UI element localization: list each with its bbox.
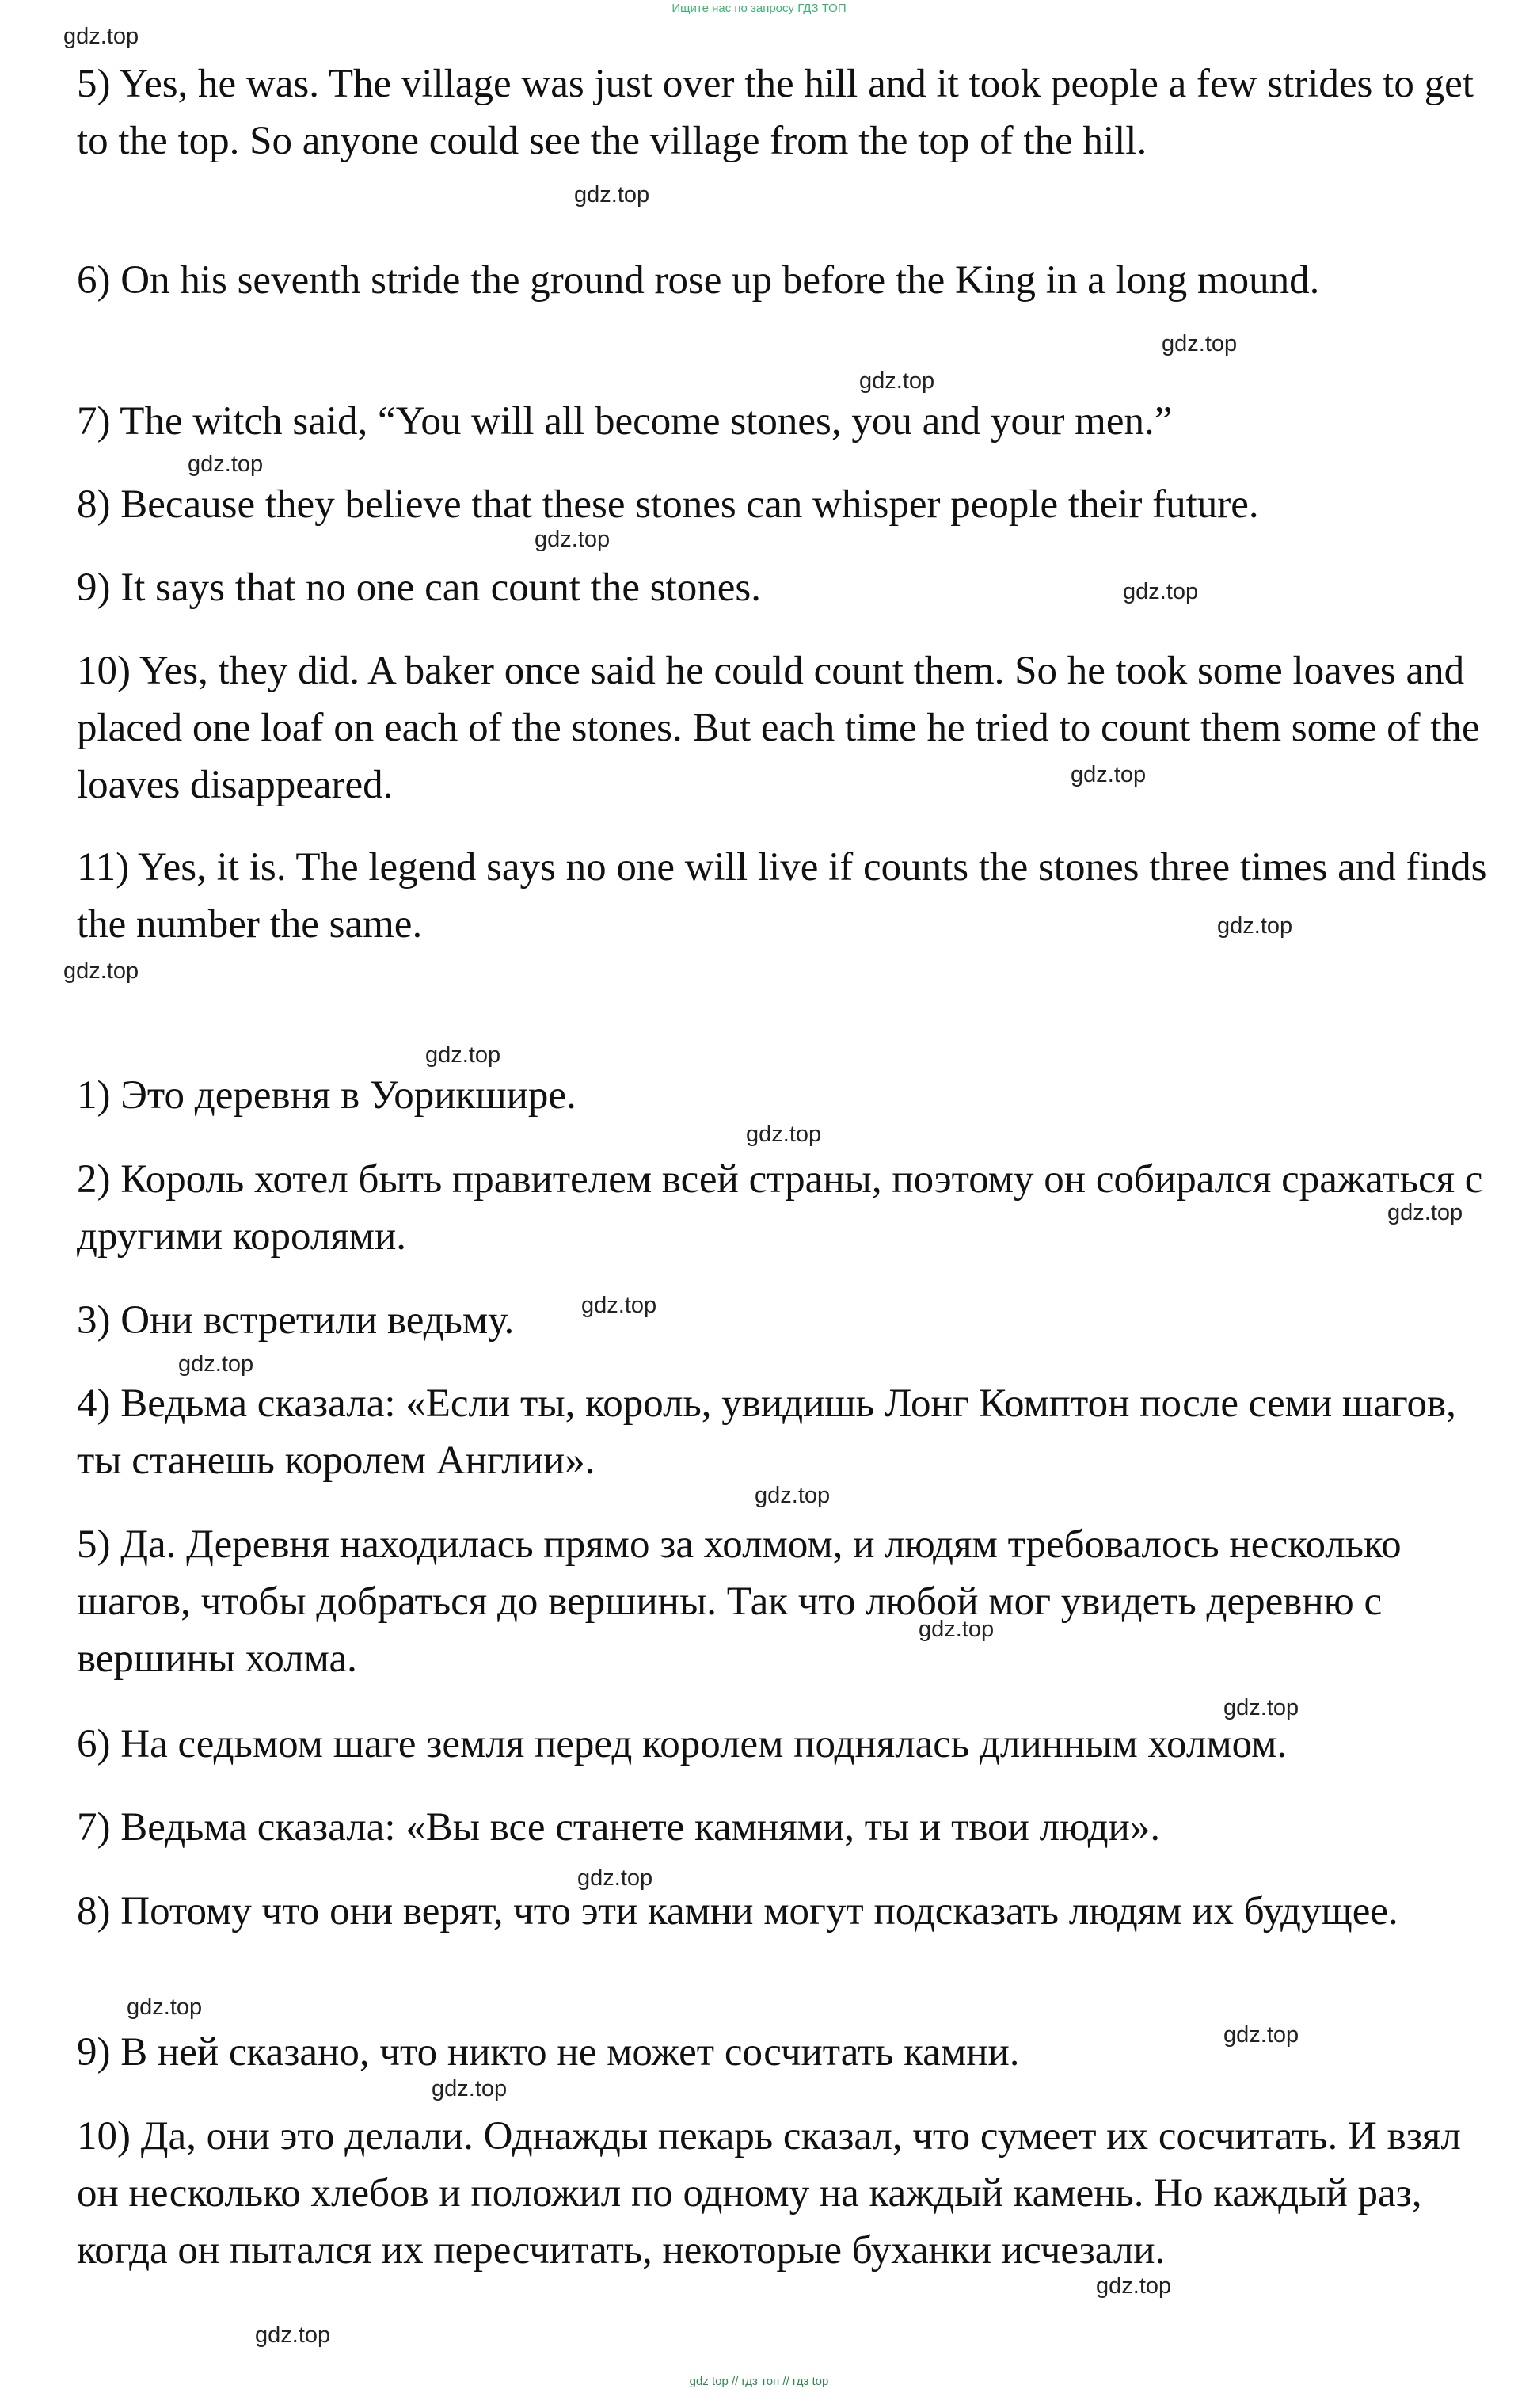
watermark: gdz.top: [425, 1042, 501, 1068]
english-answer-9: 9) It says that no one can count the stones.: [77, 566, 761, 610]
russian-answer-3: 3) Они встретили ведьму.: [77, 1298, 515, 1343]
watermark: gdz.top: [1387, 1200, 1463, 1225]
watermark: gdz.top: [746, 1122, 822, 1147]
watermark: gdz.top: [859, 368, 935, 394]
watermark: gdz.top: [581, 1293, 657, 1318]
english-answer-8: 8) Because they believe that these stones can whisper people their future.: [77, 482, 1259, 527]
english-answer-7: 7) The witch said, “You will all become stones, you and your men.”: [77, 399, 1173, 444]
watermark: gdz.top: [188, 452, 264, 477]
watermark: gdz.top: [1162, 331, 1238, 356]
russian-answer-6: 6) На седьмом шаге земля перед королем поднялась длинным холмом.: [77, 1722, 1288, 1766]
watermark: gdz.top: [178, 1351, 254, 1377]
russian-answer-10: 10) Да, они это делали. Однажды пекарь сказал, что сумеет их сосчитать. И взял он несколько хлебов и положил по одному на каждый камень. Но каждый раз, когда он пытался их пересчитать, некоторые буханки исчезали.: [77, 2114, 1461, 2273]
watermark: gdz.top: [127, 1995, 203, 2020]
watermark: gdz.top: [1223, 1695, 1299, 1720]
watermark: gdz.top: [577, 1865, 653, 1891]
watermark: gdz.top: [432, 2076, 508, 2101]
watermark: gdz.top: [1123, 579, 1199, 604]
english-answer-6: 6) On his seventh stride the ground rose up before the King in a long mound.: [77, 258, 1320, 303]
bottom-footer: gdz top // гдз топ // гдз top: [689, 2375, 829, 2388]
watermark: gdz.top: [1096, 2273, 1172, 2299]
english-answer-5: 5) Yes, he was. The village was just over the hill and it took people a few strides to get to the top. So anyone could see the village from the top of the hill.: [77, 62, 1474, 163]
russian-answer-9: 9) В ней сказано, что никто не может сосчитать камни.: [77, 2030, 1020, 2075]
watermark: gdz.top: [919, 1617, 995, 1642]
watermark: gdz.top: [755, 1483, 831, 1508]
russian-answer-4: 4) Ведьма сказала: «Если ты, король, увидишь Лонг Комптон после семи шагов, ты станешь королем Англии».: [77, 1381, 1456, 1483]
watermark: gdz.top: [535, 527, 611, 552]
russian-answer-7: 7) Ведьма сказала: «Вы все станете камнями, ты и твои люди».: [77, 1805, 1161, 1850]
russian-answer-1: 1) Это деревня в Уорикшире.: [77, 1073, 576, 1118]
english-answer-11: 11) Yes, it is. The legend says no one will live if counts the stones three times and finds the number the same.: [77, 845, 1487, 947]
russian-answer-8: 8) Потому что они верят, что эти камни могут подсказать людям их будущее.: [77, 1889, 1398, 1934]
watermark: gdz.top: [63, 24, 139, 49]
watermark: gdz.top: [255, 2322, 331, 2348]
russian-answer-2: 2) Король хотел быть правителем всей страны, поэтому он собирался сражаться с другими королями.: [77, 1157, 1483, 1259]
watermark: gdz.top: [1071, 762, 1147, 787]
english-answer-10: 10) Yes, they did. A baker once said he could count them. So he took some loaves and placed one loaf on each of the stones. But each time he tried to count them some of the loaves disappeared.: [77, 649, 1480, 807]
watermark: gdz.top: [1217, 913, 1293, 939]
watermark: gdz.top: [574, 182, 650, 208]
top-search-banner[interactable]: Ищите нас по запросу ГДЗ ТОП: [671, 2, 847, 15]
watermark: gdz.top: [63, 958, 139, 984]
russian-answer-5: 5) Да. Деревня находилась прямо за холмом, и людям требовалось несколько шагов, чтобы добраться до вершины. Так что любой мог увидеть деревню с вершины холма.: [77, 1522, 1402, 1681]
watermark: gdz.top: [1223, 2022, 1299, 2048]
